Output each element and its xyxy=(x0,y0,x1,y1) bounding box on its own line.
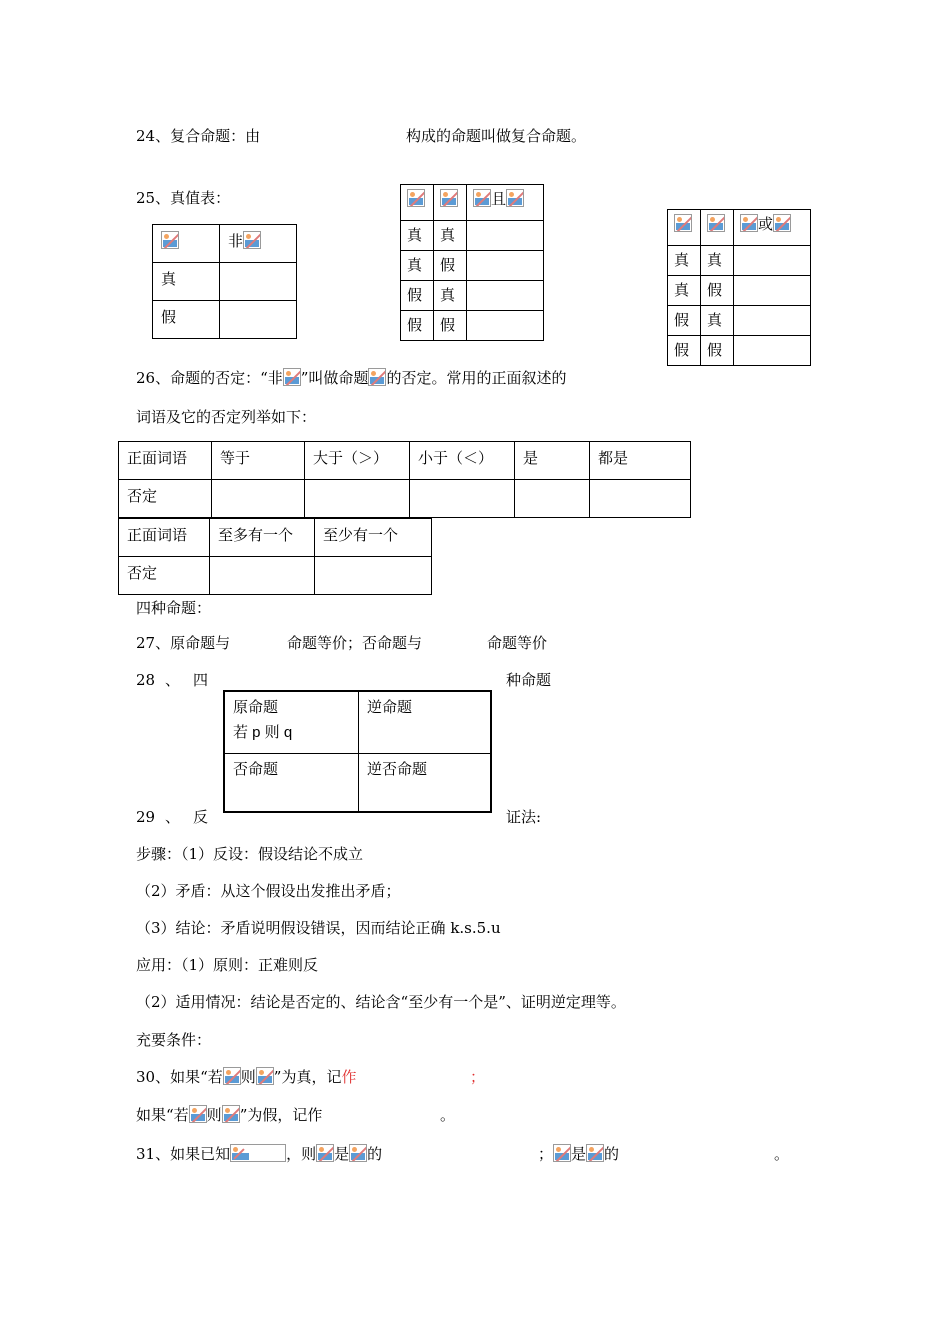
neg-row-1: 真 xyxy=(153,263,220,301)
q31-text-e: ； xyxy=(538,1145,554,1163)
q30b-period: 。 xyxy=(440,1106,456,1124)
step-1: 步骤：（1）反设：假设结论不成立 xyxy=(136,845,364,863)
q29-ch1: 反 xyxy=(193,808,209,826)
q27-b: 命题等价；否命题与 xyxy=(287,634,423,652)
words-negation-table-1 xyxy=(118,441,691,518)
formula-image-icon xyxy=(161,231,179,249)
q30-line xyxy=(136,1067,356,1087)
words-neg-label: 否定 xyxy=(119,557,210,595)
q31-text-d: 的 xyxy=(367,1145,383,1163)
formula-image-icon xyxy=(773,214,791,232)
words-header: 正面词语 xyxy=(119,442,212,480)
words-header: 大于（＞） xyxy=(305,442,410,480)
formula-image-icon xyxy=(368,368,386,386)
box-original-form: 若 p 则 q xyxy=(233,724,293,741)
four-propositions-box xyxy=(223,690,492,813)
formula-image-icon xyxy=(740,214,758,232)
or-cell: 真 xyxy=(701,246,734,276)
words-header: 等于 xyxy=(212,442,305,480)
and-cell: 真 xyxy=(434,221,467,251)
words-header: 是 xyxy=(515,442,590,480)
q31-text-g: 的 xyxy=(604,1145,620,1163)
formula-image-icon xyxy=(674,214,692,232)
words-header: 至少有一个 xyxy=(315,519,432,557)
and-cell: 假 xyxy=(401,281,434,311)
negation-truth-table xyxy=(152,224,297,339)
step-2: （2）矛盾：从这个假设出发推出矛盾； xyxy=(136,882,401,900)
q31-period: 。 xyxy=(774,1145,790,1163)
q30-semicolon: ； xyxy=(470,1068,486,1086)
formula-image-icon xyxy=(440,189,458,207)
step-6: 充要条件： xyxy=(136,1031,212,1049)
q26-line2: 词语及它的否定列举如下： xyxy=(136,408,317,426)
or-cell: 假 xyxy=(701,336,734,366)
q28-sep: 、 xyxy=(165,671,181,689)
formula-image-icon xyxy=(283,368,301,386)
or-cell: 真 xyxy=(668,246,701,276)
and-truth-table xyxy=(400,184,544,341)
and-cell: 真 xyxy=(401,251,434,281)
q31-text-b: ，则 xyxy=(286,1145,317,1163)
q29-sep: 、 xyxy=(165,808,181,826)
formula-image-icon xyxy=(349,1144,367,1162)
or-truth-table xyxy=(667,209,811,366)
formula-image-icon xyxy=(553,1144,571,1162)
or-cell: 假 xyxy=(668,306,701,336)
formula-image-icon xyxy=(189,1105,207,1123)
q26-text-b: ”叫做命题 xyxy=(300,369,369,387)
words-header: 至多有一个 xyxy=(210,519,315,557)
q27-a: 27、原命题与 xyxy=(136,634,231,652)
words-header: 都是 xyxy=(590,442,691,480)
formula-image-icon xyxy=(586,1144,604,1162)
q30b-text-a: 如果“若 xyxy=(136,1106,189,1124)
q31-text-c: 是 xyxy=(334,1145,350,1163)
box-original xyxy=(225,692,359,754)
formula-image-icon xyxy=(256,1067,274,1085)
q30b-text-b: 则 xyxy=(206,1106,222,1124)
words-negation-table-2 xyxy=(118,518,432,595)
q30b-text-c: ”为假，记作 xyxy=(239,1106,323,1124)
and-cell: 假 xyxy=(434,251,467,281)
q24-tail: 构成的命题叫做复合命题。 xyxy=(406,127,587,145)
q29-ch2: 证法: xyxy=(506,808,542,826)
formula-image-icon xyxy=(407,189,425,207)
step-4: 应用：（1）原则：正难则反 xyxy=(136,956,319,974)
or-cell: 假 xyxy=(668,336,701,366)
q30-text-c: ”为真，记 xyxy=(273,1068,342,1086)
q30-red-text: 作 xyxy=(341,1068,357,1086)
and-op: 且 xyxy=(491,190,507,208)
q26-text-c: 的否定。常用的正面叙述的 xyxy=(386,369,567,387)
or-cell: 假 xyxy=(701,276,734,306)
q27-c: 命题等价 xyxy=(487,634,548,652)
formula-image-icon xyxy=(473,189,491,207)
formula-image-icon xyxy=(222,1105,240,1123)
q31-text-a: 31、如果已知 xyxy=(136,1145,231,1163)
box-contrapositive: 逆否命题 xyxy=(358,753,490,811)
step-5: （2）适用情况：结论是否定的、结论含“至少有一个是”、证明逆定理等。 xyxy=(136,993,626,1011)
formula-image-icon xyxy=(506,189,524,207)
step-3: （3）结论：矛盾说明假设错误，因而结论正确 k.s.5.u xyxy=(136,919,501,937)
formula-image-icon xyxy=(223,1067,241,1085)
or-cell: 真 xyxy=(701,306,734,336)
q25-label: 25、真值表： xyxy=(136,189,231,207)
words-header: 小于（＜） xyxy=(410,442,515,480)
formula-image-icon xyxy=(230,1144,286,1162)
formula-image-icon xyxy=(243,231,261,249)
or-cell: 真 xyxy=(668,276,701,306)
neg-op: 非 xyxy=(228,232,244,250)
q29-num: 29 xyxy=(136,808,156,826)
q28-ch2: 种命题 xyxy=(506,671,552,689)
and-cell: 假 xyxy=(434,311,467,341)
words-header: 正面词语 xyxy=(119,519,210,557)
formula-image-icon xyxy=(707,214,725,232)
q31-second xyxy=(538,1144,619,1164)
formula-image-icon xyxy=(316,1144,334,1162)
q31-line xyxy=(136,1144,382,1164)
and-cell: 真 xyxy=(401,221,434,251)
q24-lead: 24、复合命题：由 xyxy=(136,127,261,145)
or-op: 或 xyxy=(758,215,774,233)
q30b-line xyxy=(136,1105,322,1125)
box-original-title: 原命题 xyxy=(233,698,279,716)
neg-row-2: 假 xyxy=(153,301,220,339)
q26-line1 xyxy=(136,368,566,388)
q30-text-a: 30、如果“若 xyxy=(136,1068,223,1086)
q30-text-b: 则 xyxy=(240,1068,256,1086)
q28-num: 28 xyxy=(136,671,156,689)
box-inverse: 否命题 xyxy=(225,753,359,811)
words-neg-label: 否定 xyxy=(119,480,212,518)
and-cell: 真 xyxy=(434,281,467,311)
box-converse: 逆命题 xyxy=(358,692,490,754)
q31-text-f: 是 xyxy=(571,1145,587,1163)
and-cell: 假 xyxy=(401,311,434,341)
four-propositions-heading: 四种命题： xyxy=(136,599,212,617)
q26-text-a: 26、命题的否定：“非 xyxy=(136,369,283,387)
q28-ch1: 四 xyxy=(193,671,209,689)
